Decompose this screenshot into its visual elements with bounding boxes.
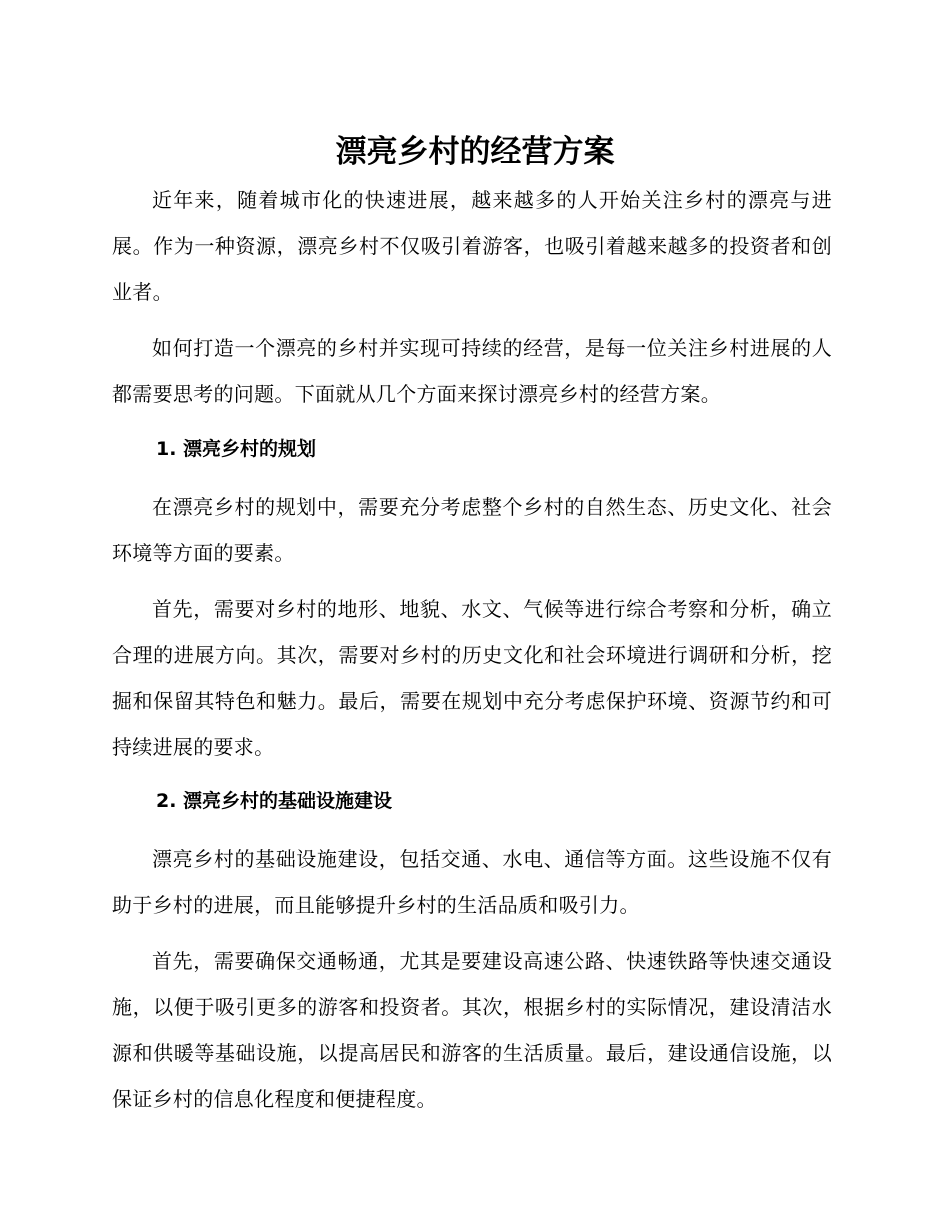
section-2-heading: 2. 漂亮乡村的基础设施建设 [156,790,393,812]
section-2-paragraph-2: 首先，需要确保交通畅通，尤其是要建设高速公路、快速铁路等快速交通设施，以便于吸引更多的游客和投资者。其次，根据乡村的实际情况，建设清洁水源和供暖等基础设施，以提高居民和游客的生活质量。最后，建设通信设施，以保证乡村的信息化程度和便捷程度。 [112,949,832,1111]
section-1-paragraph-2: 首先，需要对乡村的地形、地貌、水文、气候等进行综合考察和分析，确立合理的进展方向。其次，需要对乡村的历史文化和社会环境进行调研和分析，挖掘和保留其特色和魅力。最后，需要在规划中充分考虑保护环境、资源节约和可持续进展的要求。 [112,597,832,759]
section-1-paragraph-1: 在漂亮乡村的规划中，需要充分考虑整个乡村的自然生态、历史文化、社会环境等方面的要素。 [112,495,832,565]
document-title: 漂亮乡村的经营方案 [335,134,615,170]
section-1-heading: 1. 漂亮乡村的规划 [156,438,317,460]
intro-paragraph-2: 如何打造一个漂亮的乡村并实现可持续的经营，是每一位关注乡村进展的人都需要思考的问题。下面就从几个方面来探讨漂亮乡村的经营方案。 [112,336,832,406]
intro-paragraph-1: 近年来，随着城市化的快速进展，越来越多的人开始关注乡村的漂亮与进展。作为一种资源，漂亮乡村不仅吸引着游客，也吸引着越来越多的投资者和创业者。 [112,188,832,304]
section-2-paragraph-1: 漂亮乡村的基础设施建设，包括交通、水电、通信等方面。这些设施不仅有助于乡村的进展，而且能够提升乡村的生活品质和吸引力。 [112,847,832,917]
